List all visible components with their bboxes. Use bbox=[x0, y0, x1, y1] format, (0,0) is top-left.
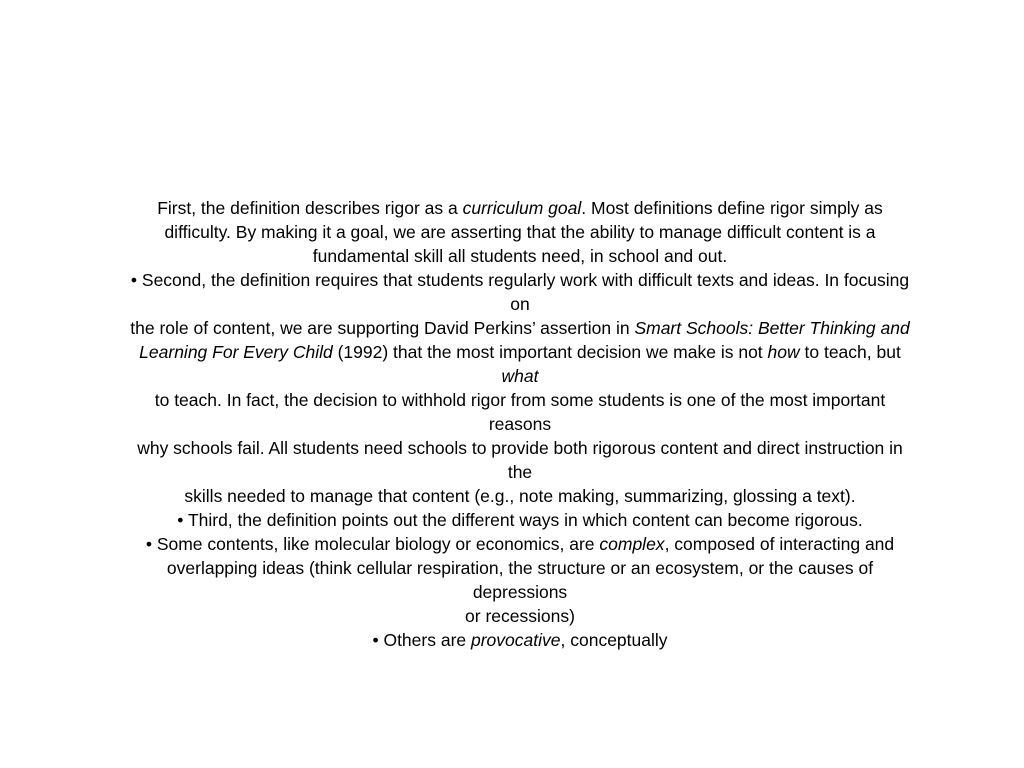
text-line bbox=[70, 412, 970, 436]
text-run: depressions bbox=[472, 582, 568, 602]
text-run: to teach. In fact, the decision to withhold rigor from some students is one of the most important bbox=[154, 390, 886, 410]
italic-text-run: Smart Schools: Better Thinking and bbox=[634, 318, 910, 338]
text-line bbox=[70, 484, 970, 508]
italic-text-run: curriculum goal bbox=[462, 198, 582, 218]
text-line bbox=[70, 436, 970, 460]
text-line bbox=[70, 628, 970, 652]
slide-body-text bbox=[70, 196, 970, 652]
text-run: to teach, but bbox=[799, 342, 901, 362]
italic-text-run: Learning For Every Child bbox=[139, 342, 333, 362]
text-line bbox=[70, 220, 970, 244]
text-run: (1992) that the most important decision we make is not bbox=[332, 342, 768, 362]
text-run: on bbox=[510, 294, 530, 314]
text-run: First, the definition describes rigor as a bbox=[157, 198, 463, 218]
text-line bbox=[70, 508, 970, 532]
text-line bbox=[70, 364, 970, 388]
text-line bbox=[70, 292, 970, 316]
text-run: overlapping ideas (think cellular respiration, the structure or an ecosystem, or the causes of bbox=[166, 558, 874, 578]
text-run: , composed of interacting and bbox=[664, 534, 895, 554]
text-line bbox=[70, 316, 970, 340]
text-run: • Third, the definition points out the different ways in which content can become rigorous. bbox=[177, 510, 863, 530]
text-line bbox=[70, 604, 970, 628]
text-line bbox=[70, 532, 970, 556]
text-run: or recessions) bbox=[465, 606, 575, 626]
text-run: • Some contents, like molecular biology or economics, are bbox=[145, 534, 600, 554]
italic-text-run: complex bbox=[599, 534, 665, 554]
text-line bbox=[70, 460, 970, 484]
text-line bbox=[70, 388, 970, 412]
text-run: • Second, the definition requires that students regularly work with difficult texts and ideas. In focusing bbox=[130, 270, 910, 290]
italic-text-run: how bbox=[767, 342, 800, 362]
text-line bbox=[70, 556, 970, 580]
text-line bbox=[70, 268, 970, 292]
text-run: skills needed to manage that content (e.g., note making, summarizing, glossing a text). bbox=[184, 486, 856, 506]
text-run: the bbox=[507, 462, 533, 482]
text-run: reasons bbox=[488, 414, 552, 434]
text-run: why schools fail. All students need schools to provide both rigorous content and direct instruction in bbox=[137, 438, 903, 458]
italic-text-run: what bbox=[501, 366, 539, 386]
text-run: difficulty. By making it a goal, we are asserting that the ability to manage difficult content is a bbox=[164, 222, 876, 242]
text-run: , conceptually bbox=[560, 630, 668, 650]
text-line bbox=[70, 580, 970, 604]
text-line bbox=[70, 244, 970, 268]
text-line bbox=[70, 340, 970, 364]
text-run: fundamental skill all students need, in school and out. bbox=[312, 246, 728, 266]
text-run: • Others are bbox=[372, 630, 471, 650]
text-line bbox=[70, 196, 970, 220]
italic-text-run: provocative bbox=[471, 630, 561, 650]
text-run: the role of content, we are supporting David Perkins’ assertion in bbox=[130, 318, 635, 338]
text-run: . Most definitions define rigor simply as bbox=[581, 198, 883, 218]
